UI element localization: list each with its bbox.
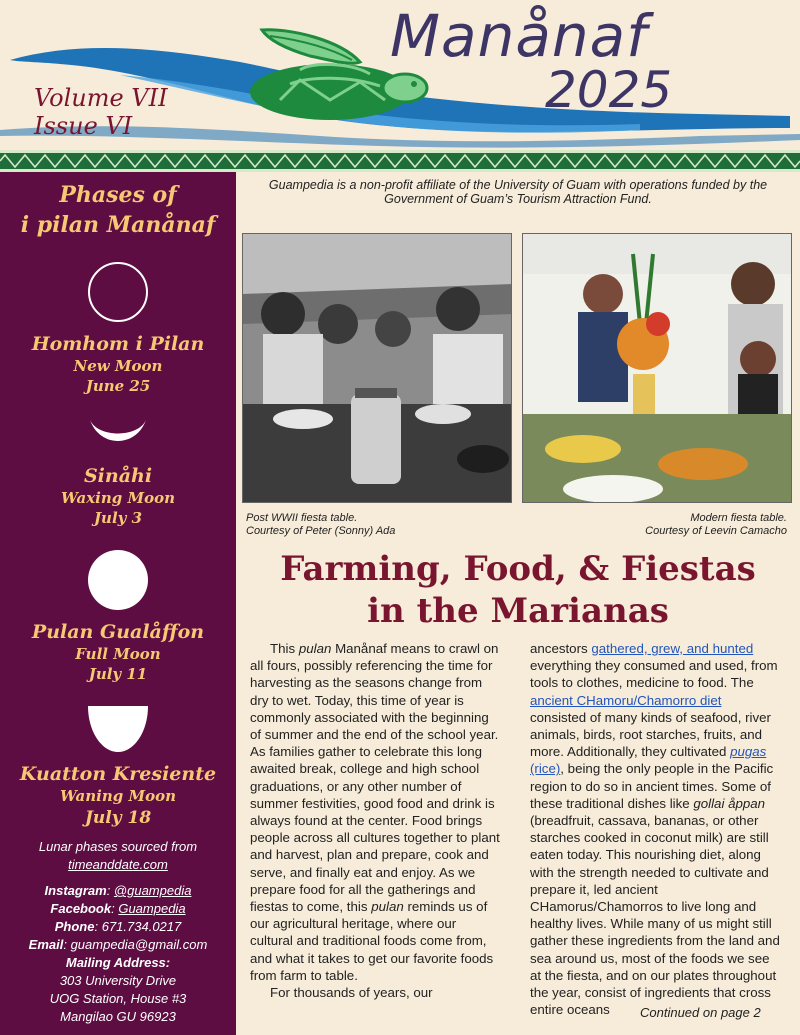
instagram-link[interactable]: @guampedia <box>113 883 192 898</box>
gathered-grew-hunted-link[interactable]: gathered, grew, and hunted <box>591 641 754 656</box>
phase-name: Pulan Gualåffon <box>31 621 205 643</box>
phase-type: New Moon <box>73 357 163 375</box>
phase-new-moon <box>0 260 236 396</box>
sidebar-title-line2: i pilan Manånaf <box>20 212 216 238</box>
source-link[interactable]: timeanddate.com <box>68 857 168 872</box>
sidebar-title <box>0 180 236 240</box>
left-caption-line2: Courtesy of Peter (Sonny) Ada <box>246 525 396 537</box>
facebook-label: Facebook <box>50 901 112 916</box>
phase-type: Waning Moon <box>59 787 176 805</box>
phase-waxing-moon <box>0 414 236 528</box>
address-line1: 303 University Drive <box>59 973 177 988</box>
sidebar-title-line1: Phases of <box>59 182 177 208</box>
newsletter-year: 2025 <box>545 61 673 119</box>
email-label: Email <box>28 937 64 952</box>
mailing-label: Mailing Address: <box>65 955 171 970</box>
ancient-diet-link[interactable]: ancient CHamoru/Chamorro diet <box>530 692 722 708</box>
fiesta-table-color-image <box>523 234 792 503</box>
email-value[interactable]: guampedia@gmail.com <box>70 937 208 952</box>
instagram-line: Instagram: @guampedia <box>44 883 192 898</box>
waning-moon-icon <box>86 702 150 754</box>
newsletter-title: Manånaf <box>390 2 648 70</box>
phase-date: June 25 <box>85 377 151 395</box>
phase-full-moon <box>0 548 236 684</box>
phone-line: Phone: 671.734.0217 <box>54 919 182 934</box>
volume-issue <box>34 84 168 140</box>
contact-info <box>0 838 236 1026</box>
article-headline <box>244 548 792 632</box>
headline-line1: Farming, Food, & Fiestas <box>280 549 756 589</box>
phase-date: July 11 <box>88 665 148 683</box>
fiesta-table-bw-image <box>243 234 512 503</box>
zigzag-pattern-icon <box>0 150 800 172</box>
headline-line2: in the Marianas <box>367 591 669 631</box>
phase-name: Homhom i Pilan <box>31 333 205 355</box>
new-moon-icon <box>86 260 150 324</box>
paragraph: For thousands of years, our <box>270 985 433 1001</box>
phase-date: July 3 <box>93 509 143 527</box>
left-photo-caption <box>246 512 395 538</box>
full-moon-icon <box>86 548 150 612</box>
phase-name: Kuatton Kresiente <box>19 763 217 785</box>
phase-name: Sinåhi <box>83 465 153 487</box>
right-caption-line2: Courtesy of Leevin Camacho <box>645 525 787 537</box>
masthead <box>0 0 800 150</box>
photo-modern-fiesta <box>522 233 792 503</box>
phone-value: 671.734.0217 <box>101 919 182 934</box>
phase-type: Waxing Moon <box>60 489 176 507</box>
continued-note: Continued on page 2 <box>640 1005 761 1020</box>
email-line: Email: guampedia@gmail.com <box>28 937 208 952</box>
phase-type: Full Moon <box>75 645 161 663</box>
address-line3: Mangilao GU 96923 <box>60 1009 176 1024</box>
phase-date: July 18 <box>84 808 152 828</box>
paragraph: ancestors gathered, grew, and hunted everything they consumed and used, from tools to clothes, medicine to food. The ancient CHamoru/Chamorro diet consisted of many kinds of seafood, river animals, birds, root starches, fruits, and more. Additionally, they cultivated pugas (rice), being the only people in the Pacific region to do so in ancient times. Some of these traditional dishes like gollai åppan (breadfruit, cassava, bananas, or other starches cooked in coconut milk) are still eaten today. This nourishing diet, along with the strength needed to cultivate and prepare it, led ancient CHamorus/Chamorros to live long and healthy lives. While many of us might still gather these ingredients from the land and sea around us, most of the foods we see at the fiesta, and on our plates throughout the year, consist of ingredients that cross entire oceans <box>530 641 780 1018</box>
article-column-1 <box>250 640 500 1001</box>
pugas-rice-link[interactable]: pugas (rice) <box>530 744 767 777</box>
photo-post-wwii-fiesta <box>242 233 512 503</box>
right-photo-caption <box>560 512 787 538</box>
right-caption-line1: Modern fiesta table. <box>690 512 787 524</box>
article-column-2 <box>530 640 780 1018</box>
paragraph: This pulan Manånaf means to crawl on all fours, possibly referencing the time for harvesting as the seasons change from dry to wet. Today, this time of year is commonly associated with the beginning of summer and the end of the school year. As families gather to celebrate this long awaited break, college and high school graduations, or any other number of summer festivities, good food and drink is always found at the center. Food brings people across all cultures together to plant and harvest, plan and prepare, cook and serve, and finally eat and enjoy. As we prepare food for all the gatherings and fiestas to come, this pulan reminds us of our agricultural heritage, where our cultural and traditional foods come from, and what it takes to get our favorite foods from farm to table. <box>250 641 500 983</box>
decorative-border-band <box>0 150 800 172</box>
funding-disclaimer: Guampedia is a non-profit affiliate of the University of Guam with operations funded by the Government of Guam’s Tourism Attraction Fund. <box>268 178 768 206</box>
moon-phases-sidebar <box>0 172 236 1035</box>
address-line2: UOG Station, House #3 <box>49 991 187 1006</box>
left-caption-line1: Post WWII fiesta table. <box>246 512 358 524</box>
instagram-label: Instagram <box>44 883 107 898</box>
source-text: Lunar phases sourced from <box>38 839 198 854</box>
phone-label: Phone <box>54 919 95 934</box>
issue-label: Issue VI <box>34 112 133 140</box>
facebook-link[interactable]: Guampedia <box>118 901 186 916</box>
facebook-line: Facebook: Guampedia <box>50 901 186 916</box>
phase-waning-moon <box>0 702 236 830</box>
waxing-crescent-icon <box>86 414 150 454</box>
volume-label: Volume VII <box>34 84 168 112</box>
